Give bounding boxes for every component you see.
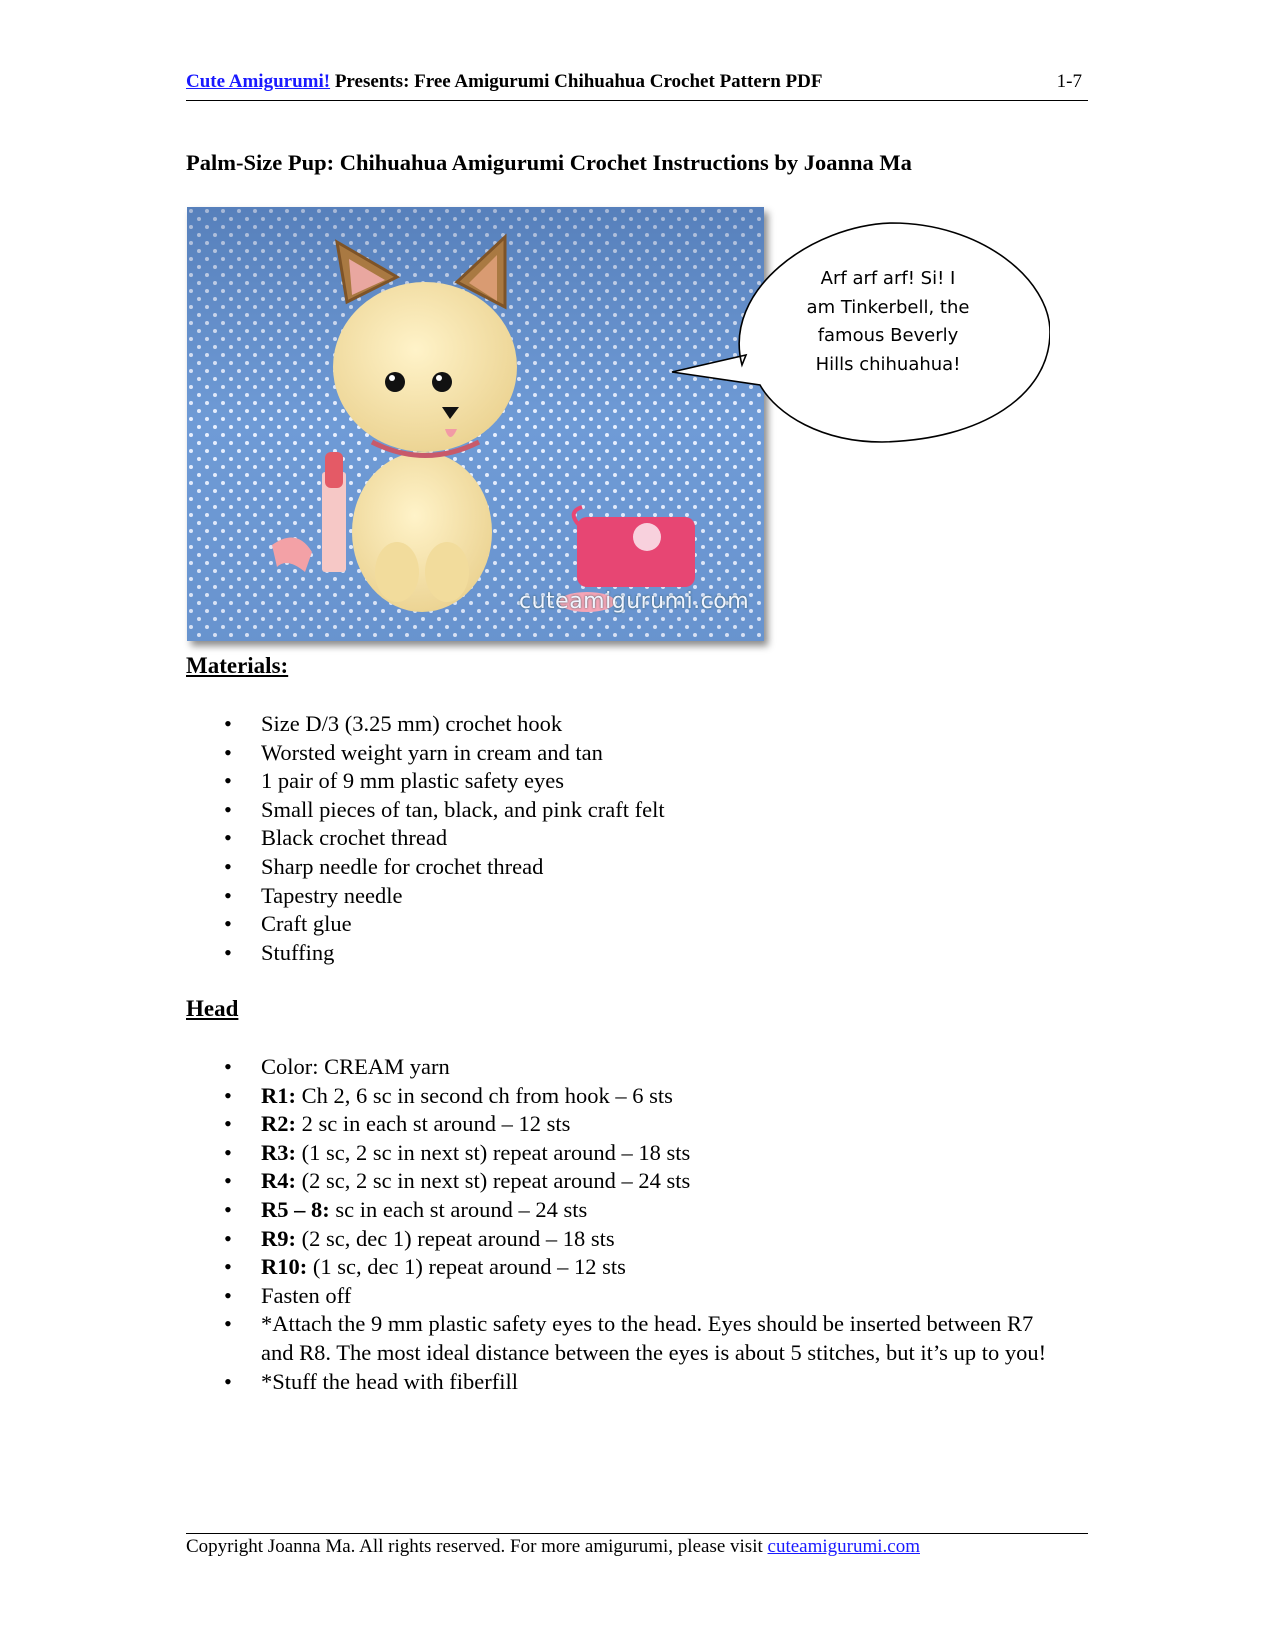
bullet: •	[224, 739, 232, 765]
page-number: 1-7	[1056, 71, 1082, 92]
materials-heading: Materials:	[186, 653, 289, 678]
list-item: • Stuffing	[186, 939, 1086, 968]
list-item: • *Attach the 9 mm plastic safety eyes to the head. Eyes should be inserted between R7 and R8. The most ideal distance between the eyes is about 5 stitches, but it’s up to you!	[224, 1311, 1047, 1365]
bullet: •	[224, 768, 232, 794]
bullet: •	[224, 1368, 232, 1394]
bullet: •	[224, 1082, 232, 1108]
bullet: •	[224, 882, 232, 908]
bullet: •	[224, 1054, 232, 1079]
header-title: Presents: Free Amigurumi Chihuahua Crochet Pattern PDF	[330, 71, 823, 92]
list-item: • Tapestry needle	[186, 882, 1086, 911]
list-item: • R5 – 8: sc in each st around – 24 sts	[186, 1196, 1086, 1225]
bullet: •	[224, 911, 232, 937]
list-item: • Worsted weight yarn in cream and tan	[186, 739, 1086, 768]
materials-list	[186, 710, 1086, 967]
list-item: • 1 pair of 9 mm plastic safety eyes	[186, 767, 1086, 796]
photo-watermark: cuteamigurumi.com	[519, 589, 750, 614]
website-link[interactable]: cuteamigurumi.com	[767, 1536, 920, 1557]
bullet: •	[224, 1196, 232, 1222]
head-steps-list	[186, 1053, 1086, 1396]
copyright-text: Copyright Joanna Ma. All rights reserved. For more amigurumi, please visit	[186, 1536, 768, 1557]
list-item: • R2: 2 sc in each st around – 12 sts	[186, 1110, 1086, 1139]
brand-link[interactable]: Cute Amigurumi!	[186, 71, 331, 92]
bullet: •	[224, 796, 232, 822]
bullet: •	[224, 711, 232, 736]
list-item: • Black crochet thread	[186, 824, 1086, 853]
bullet: •	[224, 1139, 232, 1165]
list-item: • R4: (2 sc, 2 sc in next st) repeat around – 24 sts	[186, 1167, 1086, 1196]
list-item: • R10: (1 sc, dec 1) repeat around – 12 sts	[186, 1253, 1086, 1282]
bullet: •	[224, 1225, 232, 1251]
head-heading: Head	[186, 996, 239, 1021]
bullet: •	[224, 1111, 232, 1137]
page-footer	[186, 1536, 920, 1558]
bubble-line: Hills chihuahua!	[815, 353, 961, 375]
bullet: •	[224, 853, 232, 879]
bubble-line: am Tinkerbell, the	[806, 296, 970, 318]
list-item: • Sharp needle for crochet thread	[186, 853, 1086, 882]
list-item: • R9: (2 sc, dec 1) repeat around – 18 sts	[186, 1225, 1086, 1254]
list-item: • *Stuff the head with fiberfill	[186, 1368, 1086, 1397]
bubble-line: famous Beverly	[817, 325, 959, 346]
bubble-line: Arf arf arf! Si! I	[820, 268, 956, 289]
list-item: • Fasten off	[186, 1282, 1086, 1311]
bullet: •	[224, 1254, 232, 1280]
bullet: •	[224, 1168, 232, 1194]
list-item: • R3: (1 sc, 2 sc in next st) repeat around – 18 sts	[186, 1139, 1086, 1168]
bullet: •	[224, 1311, 232, 1337]
list-item: • R1: Ch 2, 6 sc in second ch from hook – 6 sts	[186, 1082, 1086, 1111]
bullet: •	[224, 939, 232, 965]
list-item: • Small pieces of tan, black, and pink craft felt	[186, 796, 1086, 825]
list-item: • Size D/3 (3.25 mm) crochet hook	[186, 710, 1086, 739]
list-item: • Craft glue	[186, 910, 1086, 939]
speech-bubble-text	[793, 265, 983, 379]
list-item: • Color: CREAM yarn	[186, 1053, 1086, 1082]
footer-divider	[186, 1533, 1088, 1534]
bullet: •	[224, 825, 232, 851]
page-header	[186, 72, 1088, 101]
document-title: Palm-Size Pup: Chihuahua Amigurumi Crochet Instructions by Joanna Ma	[186, 150, 912, 175]
bullet: •	[224, 1282, 232, 1308]
